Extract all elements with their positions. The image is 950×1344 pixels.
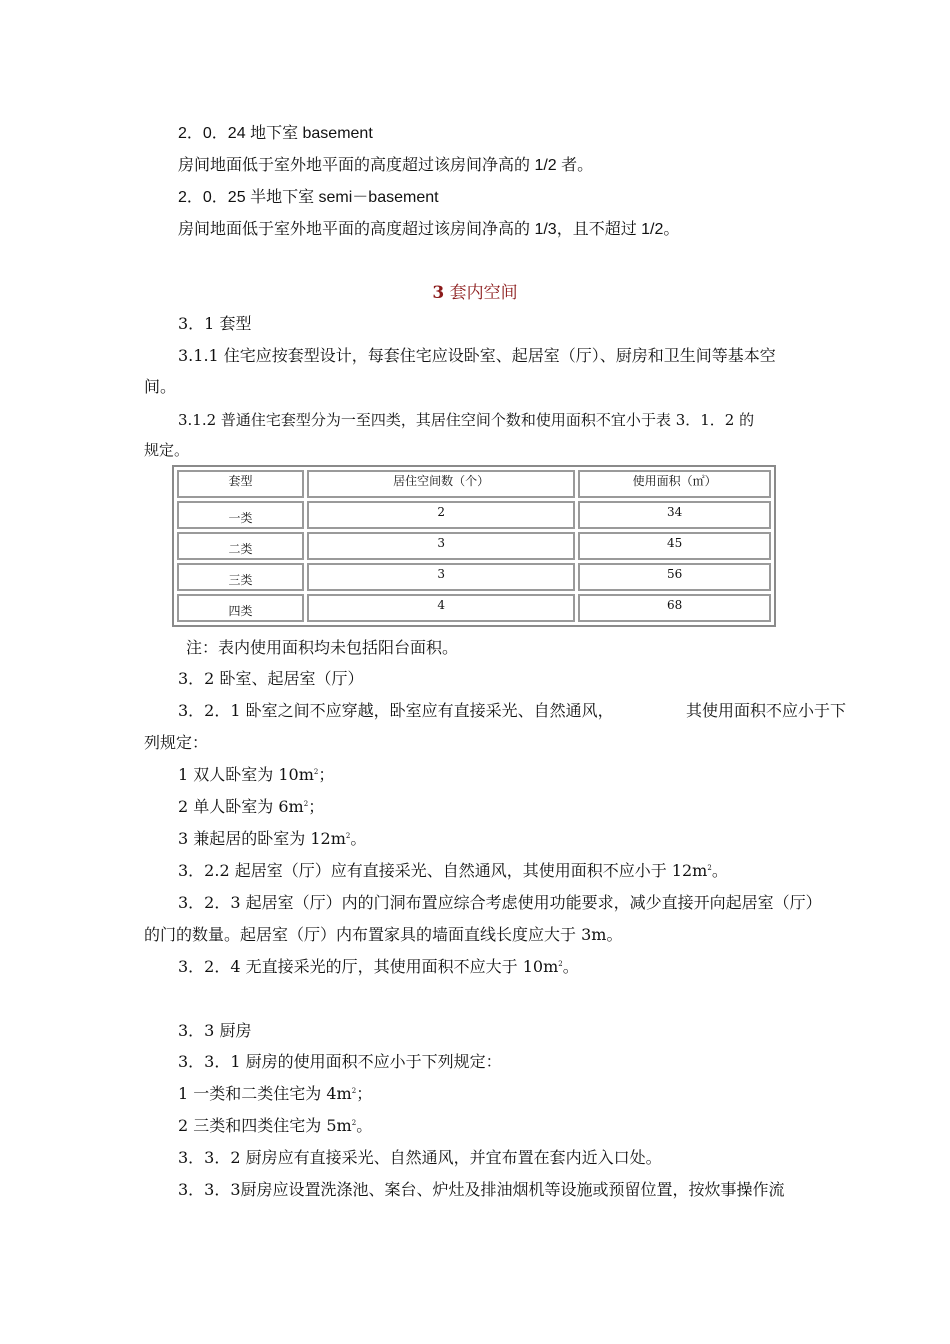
section-heading-3-1: 3．1 套型 <box>178 314 252 333</box>
table-cell: 2 <box>307 501 575 529</box>
table-header-cell: 使用面积（㎡） <box>578 470 771 498</box>
punctuation: ； <box>308 797 325 816</box>
clause-3-1-1-line1: 3.1.1 住宅应按套型设计，每套住宅应设卧室、起居室（厅）、厨房和卫生间等基本空 <box>178 346 776 365</box>
clause-text: 3．2.2 起居室（厅）应有直接采光、自然通风，其使用面积不应小于 12m <box>178 861 708 880</box>
section-heading-3-2: 3．2 卧室、起居室（厅） <box>178 669 364 688</box>
term-definition: 房间地面低于室外地平面的高度超过该房间净高的 1/3，且不超过 1/2。 <box>178 221 680 238</box>
clause-number: 2．0．25 <box>178 189 246 206</box>
table-row <box>177 501 771 529</box>
list-item-text: 3 兼起居的卧室为 12m <box>178 829 346 848</box>
superscript: 2 <box>345 832 351 840</box>
term-title: 半地下室 semi－basement <box>250 189 439 206</box>
list-item <box>178 1084 372 1104</box>
table-cell: 二类 <box>177 532 304 560</box>
superscript: 2 <box>313 768 319 776</box>
table-cell: 45 <box>578 532 771 560</box>
list-item <box>178 829 366 849</box>
term-title: 地下室 basement <box>250 125 373 142</box>
term-definition: 房间地面低于室外地平面的高度超过该房间净高的 1/2 者。 <box>178 157 594 174</box>
chapter-title: 套内空间 <box>449 283 518 303</box>
table-cell: 三类 <box>177 563 304 591</box>
clause-3-2-3-line1: 3．2．3 起居室（厅）内的门洞布置应综合考虑使用功能要求，减少直接开向起居室（厅） <box>178 893 822 912</box>
punctuation: 。 <box>711 861 728 880</box>
chapter-number: 3 <box>432 283 445 303</box>
term-2-0-25 <box>178 188 439 208</box>
chapter-heading <box>0 283 950 303</box>
clause-number: 2．0．24 <box>178 125 246 142</box>
punctuation: 。 <box>356 1116 373 1135</box>
list-item <box>178 765 334 785</box>
list-item-text: 2 单人卧室为 6m <box>178 797 304 816</box>
list-item-text: 2 三类和四类住宅为 5m <box>178 1116 352 1135</box>
table-row <box>177 563 771 591</box>
table-cell: 34 <box>578 501 771 529</box>
clause-3-2-3-line2: 的门的数量。起居室（厅）内布置家具的墙面直线长度应大于 3m。 <box>144 925 623 944</box>
list-item-text: 1 双人卧室为 10m <box>178 765 314 784</box>
table-cell: 56 <box>578 563 771 591</box>
superscript: 2 <box>351 1087 357 1095</box>
table-cell: 4 <box>307 594 575 622</box>
table-cell: 3 <box>307 563 575 591</box>
table-cell: 3 <box>307 532 575 560</box>
list-item <box>178 1116 372 1136</box>
clause-3-3-3: 3．3．3厨房应设置洗涤池、案台、炉灶及排油烟机等设施或预留位置，按炊事操作流 <box>178 1180 785 1199</box>
clause-text: 3．2．4 无直接采光的厅，其使用面积不应大于 10m <box>178 957 559 976</box>
punctuation: 。 <box>350 829 367 848</box>
clause-3-3-2: 3．3．2 厨房应有直接采光、自然通风，并宜布置在套内近入口处。 <box>178 1148 662 1167</box>
clause-3-1-2-line2: 规定。 <box>144 441 190 459</box>
clause-3-2-2 <box>178 861 728 881</box>
table-header-cell: 居住空间数（个） <box>307 470 575 498</box>
table-note: 注：表内使用面积均未包括阳台面积。 <box>186 638 459 657</box>
superscript: 2 <box>303 800 309 808</box>
punctuation: ； <box>318 765 335 784</box>
superscript: 2 <box>558 960 563 968</box>
clause-3-1-1-line2: 间。 <box>144 377 177 396</box>
dwelling-type-table <box>172 465 776 627</box>
table-row <box>177 594 771 622</box>
clause-3-2-1-line2: 列规定： <box>144 733 209 752</box>
superscript: 2 <box>707 864 712 872</box>
list-item <box>178 797 324 817</box>
table-header-row <box>177 470 771 498</box>
punctuation: ； <box>356 1084 373 1103</box>
clause-3-2-1-line1a: 3．2．1 卧室之间不应穿越，卧室应有直接采光、自然通风， <box>178 701 614 720</box>
term-2-0-24 <box>178 124 373 144</box>
clause-3-2-4 <box>178 957 579 977</box>
table-header-cell: 套型 <box>177 470 304 498</box>
superscript: 2 <box>351 1119 357 1127</box>
table-cell: 四类 <box>177 594 304 622</box>
punctuation: 。 <box>562 957 579 976</box>
table-row <box>177 532 771 560</box>
table-cell: 一类 <box>177 501 304 529</box>
clause-3-3-1-line1: 3．3．1 厨房的使用面积不应小于下列规定： <box>178 1052 502 1071</box>
list-item-text: 1 一类和二类住宅为 4m <box>178 1084 352 1103</box>
section-heading-3-3: 3．3 厨房 <box>178 1021 252 1040</box>
clause-3-1-2-line1: 3.1.2 普通住宅套型分为一至四类，其居住空间个数和使用面积不宜小于表 3．1．2 的 <box>178 411 755 429</box>
clause-3-2-1-line1b: 其使用面积不应小于下 <box>686 701 847 720</box>
table-cell: 68 <box>578 594 771 622</box>
